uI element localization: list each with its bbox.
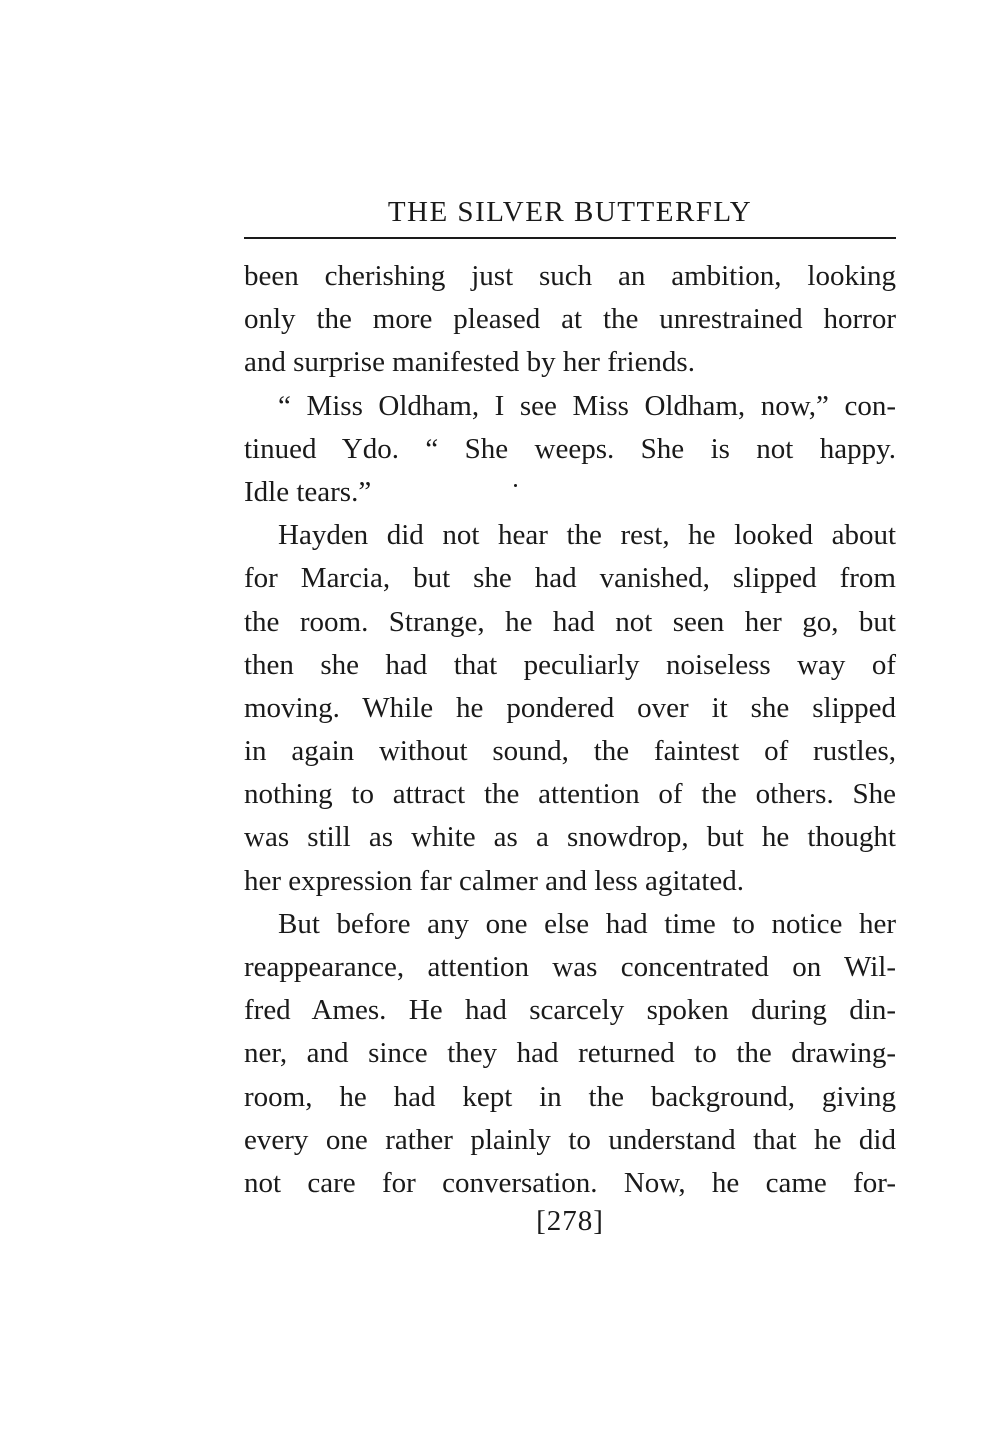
text-line: room, he had kept in the background, giving	[244, 1080, 896, 1113]
text-line: for Marcia, but she had vanished, slipped from	[244, 562, 896, 595]
page-number: [278]	[536, 1205, 604, 1237]
text-line: Idle tears.”	[244, 475, 372, 508]
text-line: But before any one else had time to notice her	[278, 907, 896, 940]
text-line: then she had that peculiarly noiseless way of	[244, 648, 896, 681]
paragraph-1	[244, 255, 896, 385]
header-rule	[244, 237, 896, 239]
text-line: the room. Strange, he had not seen her go, but	[244, 605, 896, 638]
text-line: every one rather plainly to understand that he did	[244, 1123, 896, 1156]
running-head: THE SILVER BUTTERFLY	[387, 196, 753, 228]
paragraph-3	[244, 514, 896, 903]
paragraph-2	[244, 385, 896, 515]
text-line: and surprise manifested by her friends.	[244, 346, 695, 379]
text-line: was still as white as a snowdrop, but he thought	[244, 821, 896, 854]
text-line: not care for conversation. Now, he came for-	[244, 1166, 896, 1199]
text-line: “ Miss Oldham, I see Miss Oldham, now,” con-	[278, 389, 896, 422]
text-line: in again without sound, the faintest of rustles,	[244, 735, 896, 768]
ink-speck	[514, 484, 517, 487]
text-line: ner, and since they had returned to the drawing-	[244, 1037, 896, 1070]
text-line: Hayden did not hear the rest, he looked about	[278, 519, 896, 552]
text-line: reappearance, attention was concentrated on Wil-	[244, 951, 896, 983]
text-line: been cherishing just such an ambition, looking	[244, 260, 896, 292]
body-text	[244, 255, 896, 1205]
text-line: her expression far calmer and less agitated.	[244, 864, 745, 897]
text-line: tinued Ydo. “ She weeps. She is not happy.	[244, 432, 896, 465]
text-line: nothing to attract the attention of the others. She	[244, 778, 896, 811]
text-line: moving. While he pondered over it she slipped	[244, 691, 896, 724]
paragraph-4	[244, 903, 896, 1205]
text-line: fred Ames. He had scarcely spoken during din-	[244, 994, 896, 1027]
text-line: only the more pleased at the unrestrained horror	[244, 303, 896, 336]
